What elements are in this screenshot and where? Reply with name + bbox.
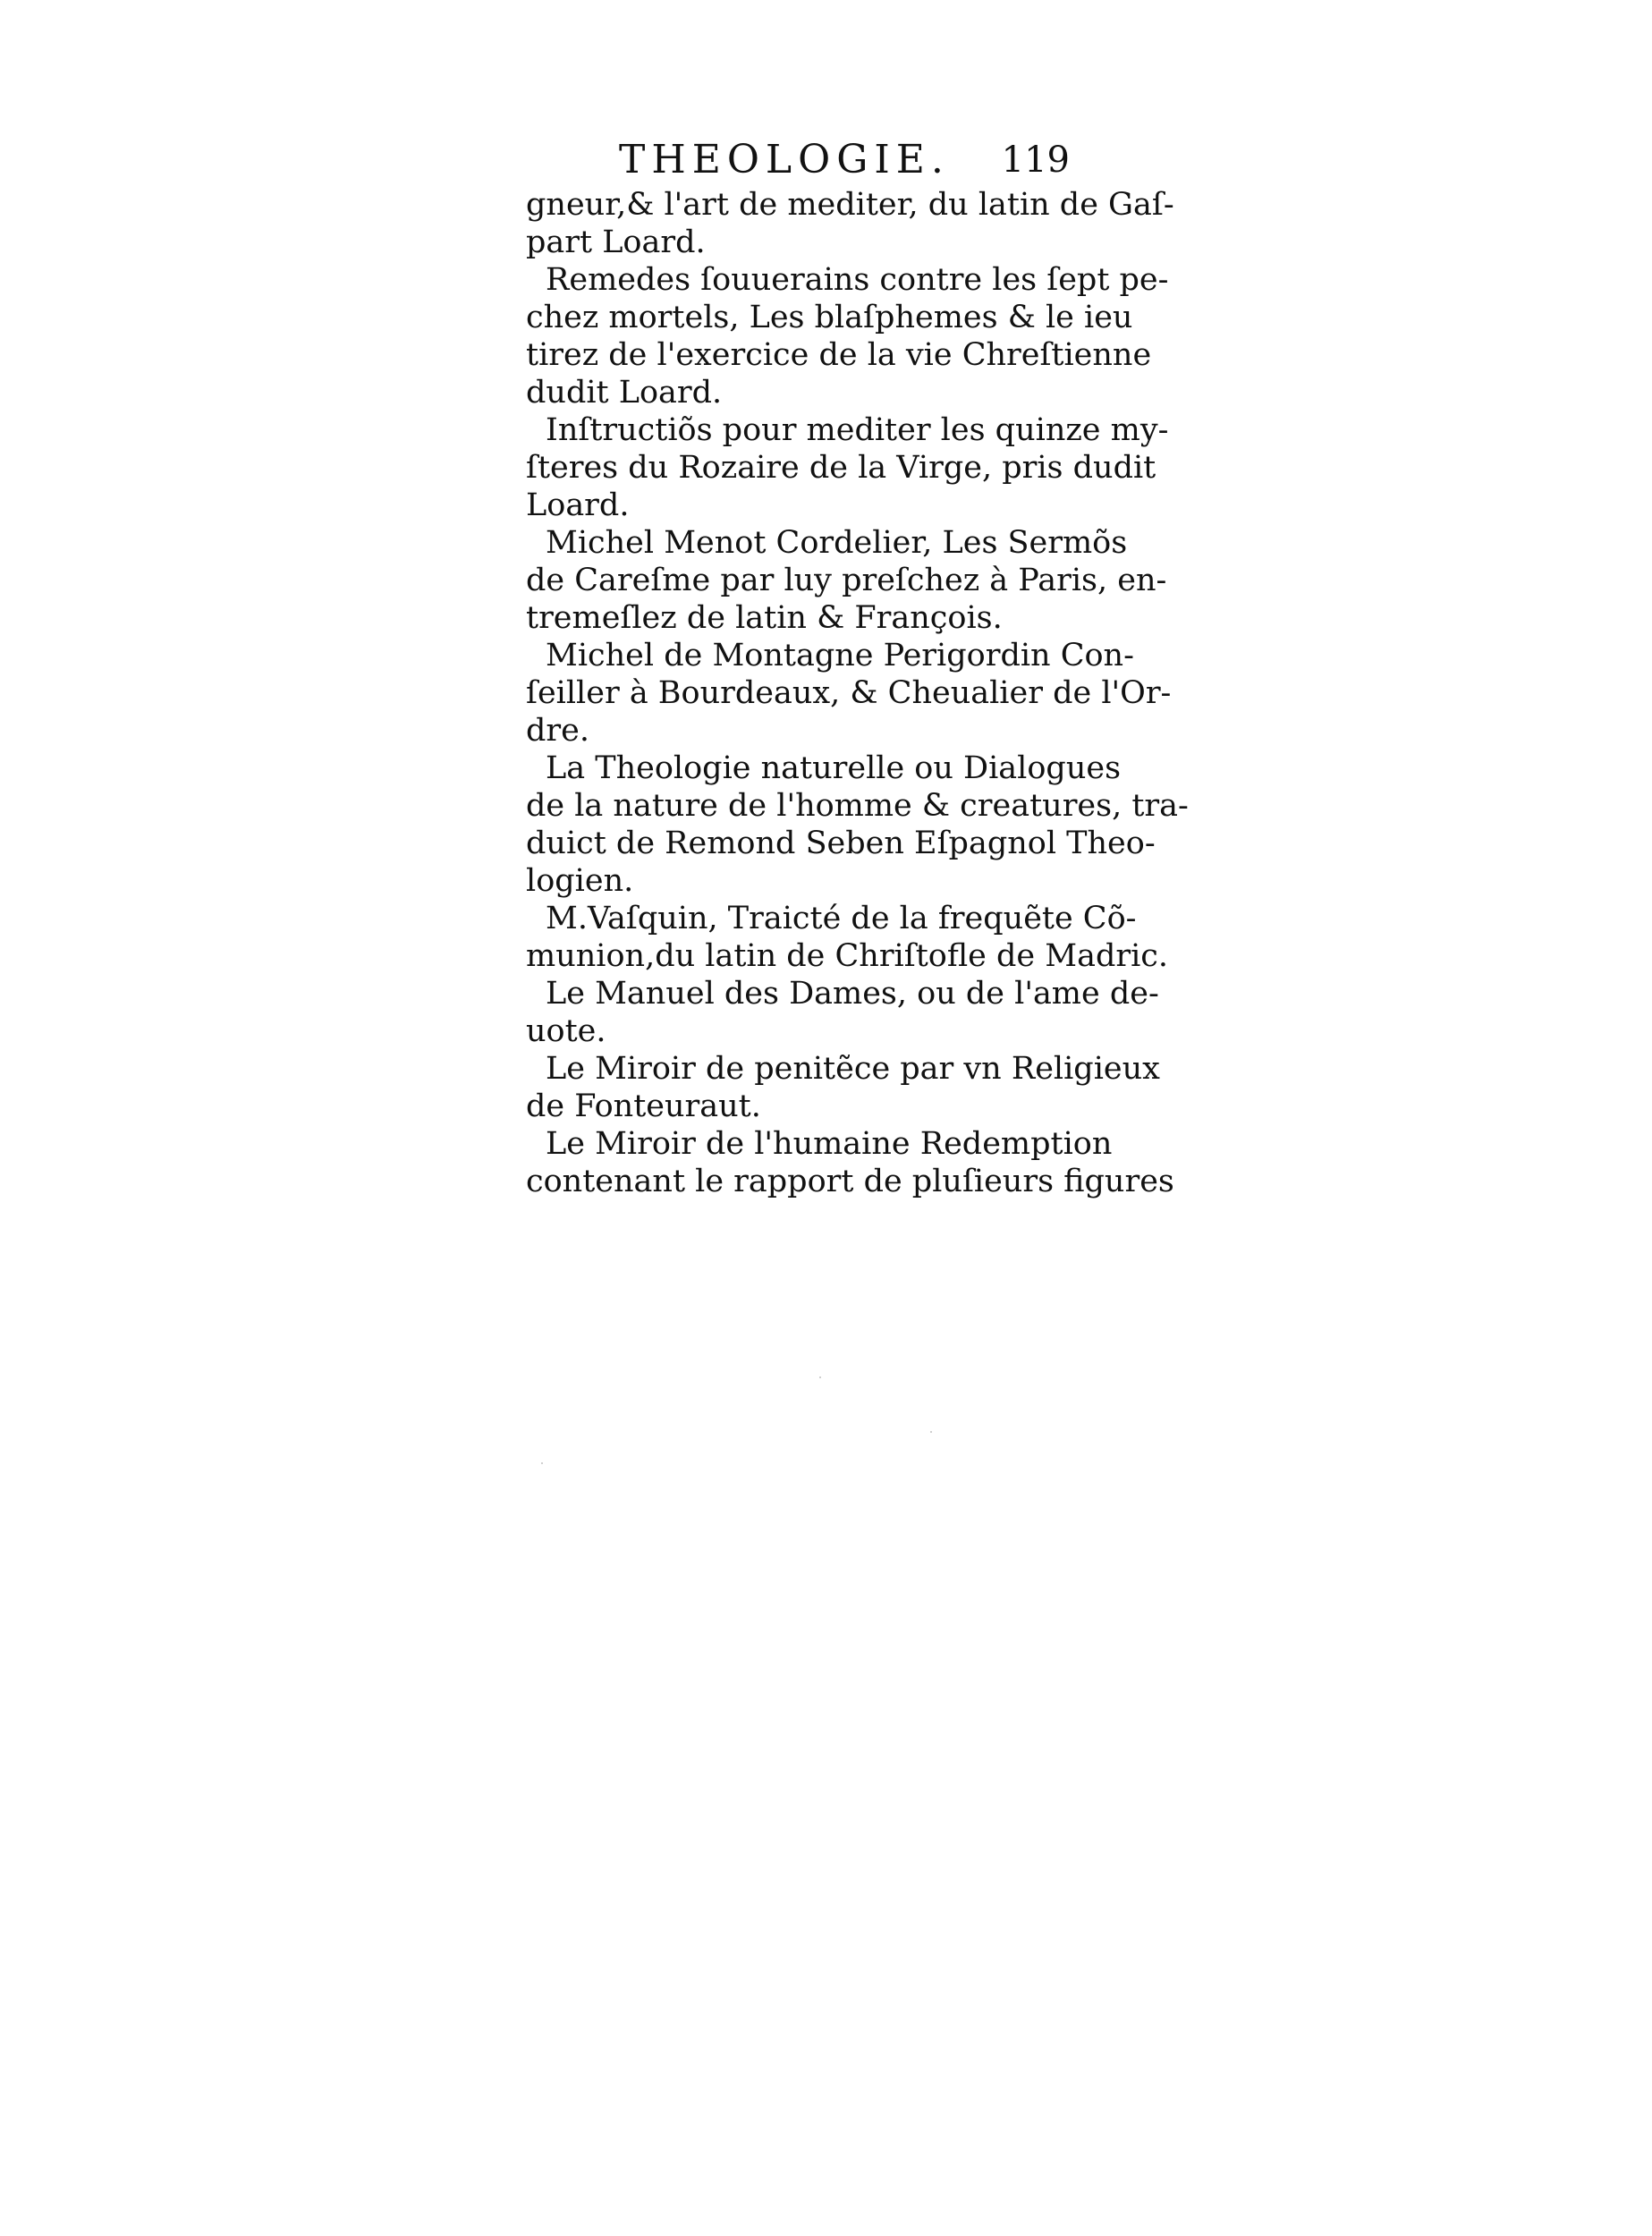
text-line: de Fonteuraut. — [526, 1088, 761, 1124]
text-line: de Careſme par luy preſchez à Paris, en- — [526, 563, 1167, 598]
text-line: Michel Menot Cordelier, Les Sermõs — [546, 525, 1128, 561]
text-line: uote. — [526, 1013, 606, 1049]
text-line: tremeſlez de latin & François. — [526, 600, 1003, 636]
text-line: Le Manuel des Dames, ou de l'ame de- — [546, 976, 1159, 1012]
text-line: munion,du latin de Chriſtofle de Madric. — [526, 938, 1169, 974]
text-line: dre. — [526, 713, 589, 749]
text-line: La Theologie naturelle ou Dialogues — [546, 750, 1122, 786]
text-line: logien. — [526, 863, 634, 899]
page-number: 119 — [1001, 140, 1070, 181]
text-line: part Loard. — [526, 224, 706, 260]
text-line: gneur,& l'art de mediter, du latin de Gaſ- — [526, 187, 1174, 223]
text-line: M.Vaſquin, Traicté de la frequẽte Cõ- — [546, 901, 1137, 936]
text-line: dudit Loard. — [526, 375, 723, 411]
text-line: chez mortels, Les blaſphemes & le ieu — [526, 300, 1133, 335]
text-line: ſeiller à Bourdeaux, & Cheualier de l'Or- — [526, 675, 1172, 711]
paper-speck — [819, 1376, 821, 1378]
text-line: ſteres du Rozaire de la Virge, pris dudit — [526, 450, 1156, 486]
text-line: Loard. — [526, 487, 630, 523]
paper-speck — [541, 1462, 543, 1464]
text-line: Le Miroir de penitẽce par vn Religieux — [546, 1051, 1160, 1087]
text-line: Remedes ſouuerains contre les ſept pe- — [546, 262, 1169, 298]
text-line: Inſtructiõs pour mediter les quinze my- — [546, 412, 1169, 448]
text-line: Le Miroir de l'humaine Redemption — [546, 1126, 1113, 1162]
text-line: Michel de Montagne Perigordin Con- — [546, 638, 1134, 673]
text-line: duict de Remond Seben Eſpagnol Theo- — [526, 826, 1156, 861]
text-line: contenant le rapport de pluſieurs figures — [526, 1164, 1174, 1199]
text-line: de la nature de l'homme & creatures, tra- — [526, 788, 1189, 824]
text-column — [526, 134, 1189, 1200]
paper-speck — [930, 1431, 932, 1433]
text-line: tirez de l'exercice de la vie Chreſtienne — [526, 337, 1152, 373]
running-title: THEOLOGIE. — [619, 137, 950, 182]
running-header — [526, 134, 1072, 186]
